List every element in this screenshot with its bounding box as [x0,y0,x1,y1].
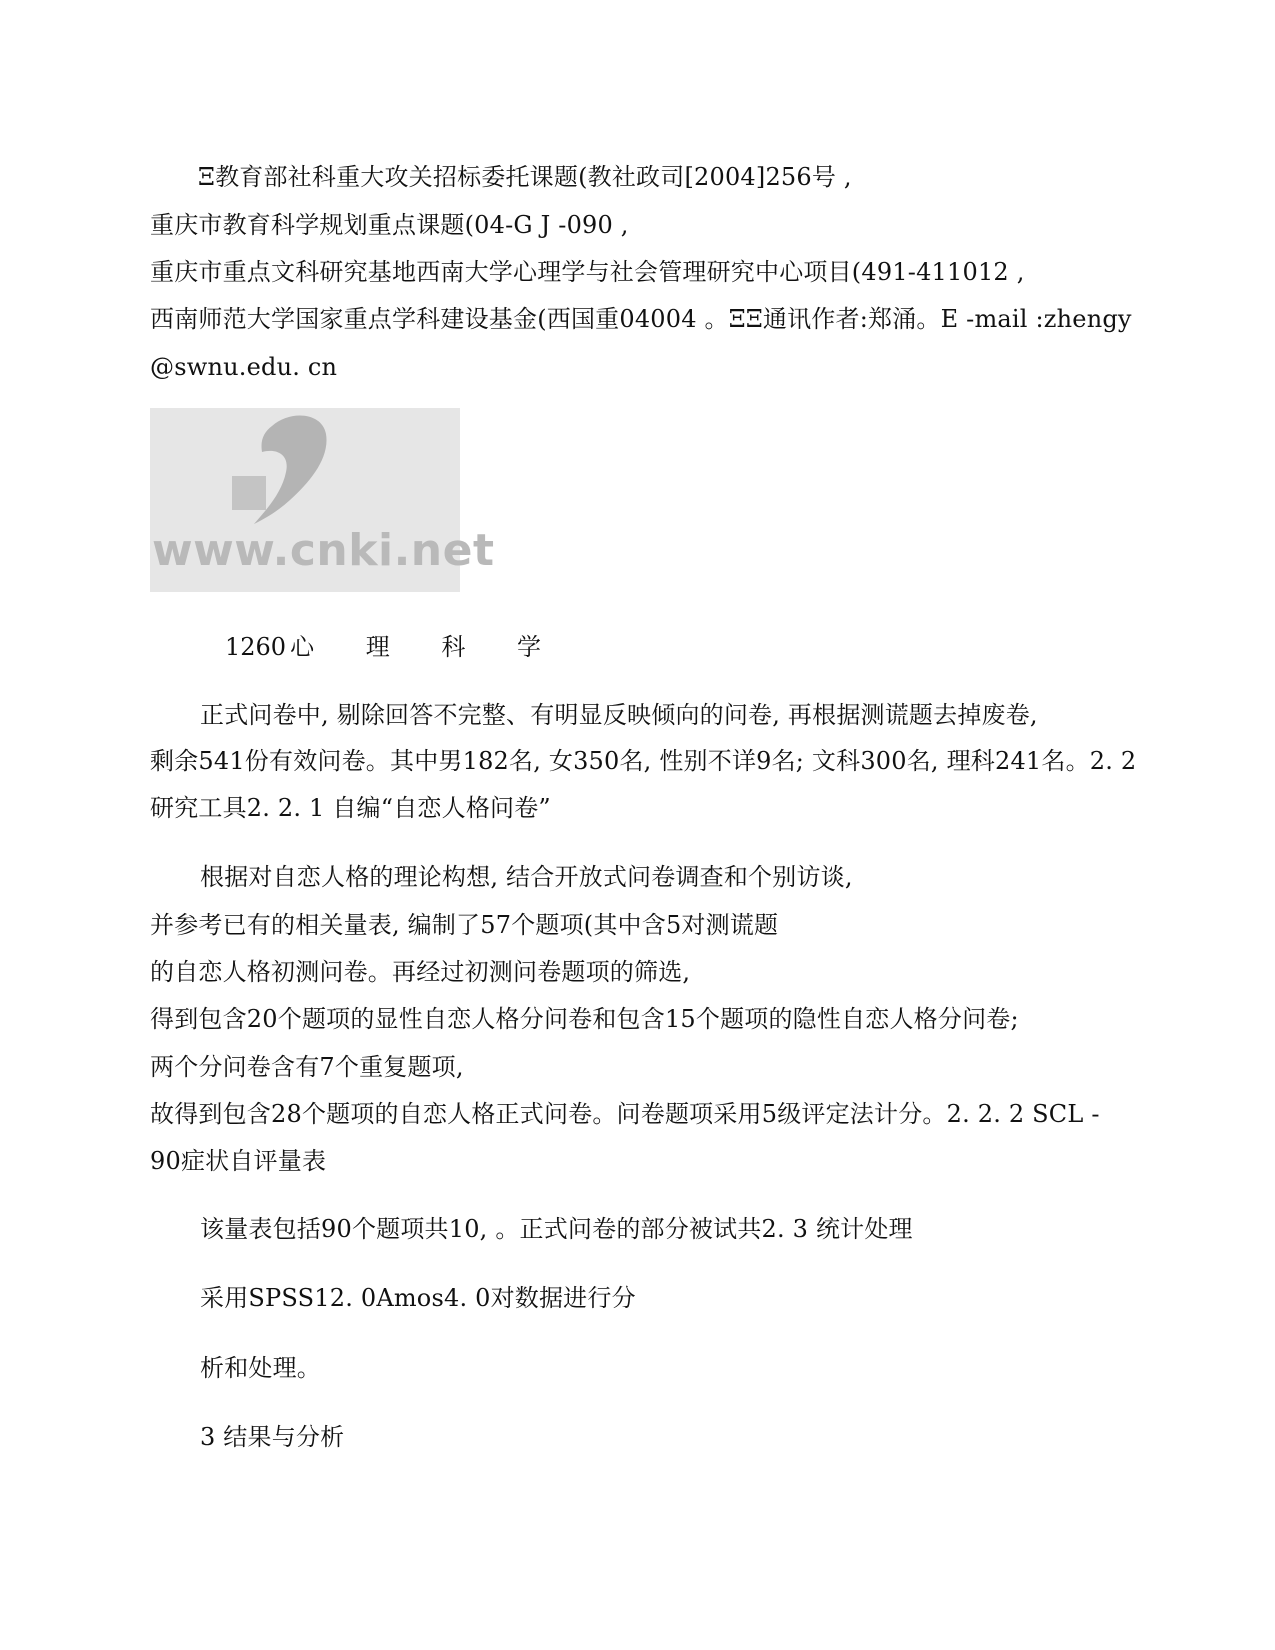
paragraph-2-line-6: 故得到包含28个题项的自恋人格正式问卷。问卷题项采用5级评定法计分。2. 2. 2 SCL - [150,1100,1100,1128]
running-header [225,632,563,662]
logo-text: www.cnki.net [152,525,495,576]
paragraph-1-line-2: 剩余541份有效问卷。其中男182名, 女350名, 性别不详9名; 文科300名, 理科241名。2. 2 [150,747,1137,775]
paragraph-5-line-1: 析和处理。 [200,1354,321,1382]
cnki-logo [150,408,495,592]
paragraph-2-line-5: 两个分问卷含有7个重复题项, [150,1053,464,1081]
paragraph-1-line-3: 研究工具2. 2. 1 自编“自恋人格问卷” [150,794,551,822]
paragraph-2-line-1: 根据对自恋人格的理论构想, 结合开放式问卷调查和个别访谈, [200,863,853,891]
funding-line-1: Ξ教育部社科重大攻关招标委托课题(教社政司[2004]256号 , [198,163,852,191]
paragraph-2-line-3: 的自恋人格初测问卷。再经过初测问卷题项的筛选, [150,958,691,986]
paragraph-4-line-1: 采用SPSS12. 0Amos4. 0对数据进行分 [200,1284,636,1312]
section-heading: 3 结果与分析 [200,1423,345,1451]
page-number: 1260 [225,633,287,661]
funding-line-2: 重庆市教育科学规划重点课题(04-G J -090 , [150,211,629,239]
paragraph-1-line-1: 正式问卷中, 剔除回答不完整、有明显反映倾向的问卷, 再根据测谎题去掉废卷, [200,701,1038,729]
funding-line-4: 西南师范大学国家重点学科建设基金(西国重04004 。ΞΞ通讯作者:郑涌。E -mail :zhengy [150,305,1132,333]
funding-line-5: @swnu.edu. cn [150,353,338,381]
paragraph-3-line-1: 该量表包括90个题项共10, 。正式问卷的部分被试共2. 3 统计处理 [200,1215,913,1243]
journal-name: 心 理 科 学 [290,633,563,661]
paragraph-2-line-2: 并参考已有的相关量表, 编制了57个题项(其中含5对测谎题 [150,911,779,939]
paragraph-2-line-4: 得到包含20个题项的显性自恋人格分问卷和包含15个题项的隐性自恋人格分问卷; [150,1005,1019,1033]
funding-line-3: 重庆市重点文科研究基地西南大学心理学与社会管理研究中心项目(491-411012 , [150,258,1025,286]
paragraph-2-line-7: 90症状自评量表 [150,1147,327,1175]
